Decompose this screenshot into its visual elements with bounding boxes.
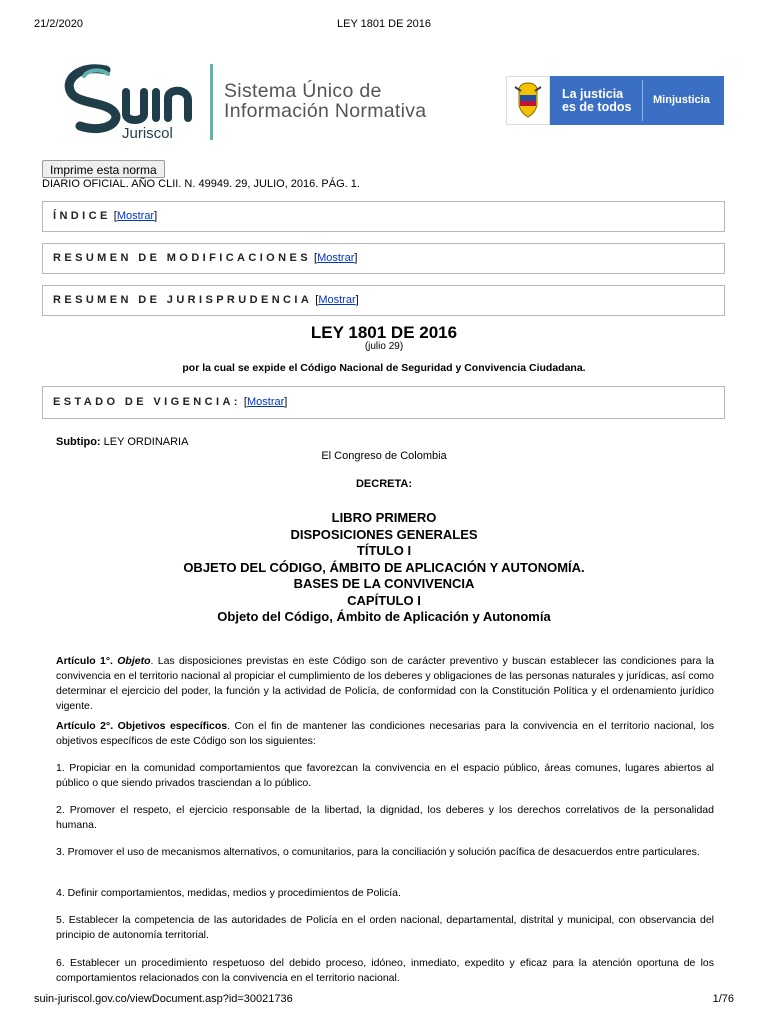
show-vigencia-link[interactable]: Mostrar [246,396,285,408]
logo-sub-text: Juriscol [122,125,173,140]
suin-logo[interactable] [60,62,200,140]
heading-titulo: TÍTULO I [356,543,412,558]
article-1-name: Objeto [117,655,151,667]
subtipo-label: Subtipo: [56,436,101,448]
section-headings [0,510,768,626]
gov-separator [642,80,643,121]
print-url: suin-juriscol.gov.co/viewDocument.asp?id=30021736 [34,993,293,1005]
decreta-line: DECRETA: [355,478,412,490]
gov-brand: Minjusticia [653,94,710,106]
gov-slogan: La justicia es de todos [562,87,632,114]
article-2-text: . Con el fin de mantener las condiciones necesarias para la convivencia en el territorio nacional, los objetivos específicos de este Código son los siguientes: [56,720,714,747]
list-item: 5. Establecer la competencia de las autoridades de Policía en el orden nacional, departamental, distrital y municipal, con observancia del principio de autonomía territorial. [56,914,714,941]
heading-libro: LIBRO PRIMERO [331,510,437,525]
show-jurisprudencia-link[interactable]: Mostrar [318,294,356,306]
panel-title: RESUMEN DE MODIFICACIONES [53,252,311,264]
panel-vigencia: ESTADO DE VIGENCIA: [Mostrar] [42,386,725,419]
subtipo [56,436,188,448]
list-item: 6. Establecer un procedimiento respetuoso del debido proceso, idóneo, inmediato, expedito y eficaz para la atención oportuna de los comportamientos relacionados con la convivencia en el territorio nacional. [56,957,714,984]
article-1 [56,654,714,714]
site-name: Sistema Único de Información Normativa [224,80,427,122]
panel-title: ESTADO DE VIGENCIA: [53,396,241,408]
heading-capitulo: CAPÍTULO I [347,592,421,608]
print-button[interactable]: Imprime esta norma [42,160,165,178]
coat-of-arms-icon [506,76,550,125]
article-1-text: . Las disposiciones previstas en este Código son de carácter preventivo y buscan establecer las condiciones para la convivencia en el territorio nacional al propiciar el cumplimiento de los deberes y obligaciones de las personas naturales y jurídicas, así como determinar el ejercicio del poder, la función y la actividad de Policía, de conformidad con la Constitución Política y el ordenamiento jurídico vigente. [56,655,715,712]
subtipo-value: LEY ORDINARIA [103,436,189,448]
suin-logo-icon [60,62,200,140]
heading-disposiciones: DISPOSICIONES GENERALES [290,526,478,542]
list-item: 3. Promover el uso de mecanismos alternativos, o comunitarios, para la conciliación y solución pacífica de desacuerdos entre particulares. [56,846,700,858]
panel-indice: ÍNDICE [Mostrar] [42,201,725,232]
panel-title: ÍNDICE [53,210,111,222]
law-title: LEY 1801 DE 2016 [310,323,458,342]
list-item: 4. Definir comportamientos, medidas, medios y procedimientos de Policía. [56,887,401,899]
print-page-number: 1/76 [712,993,734,1005]
panel-jurisprudencia: RESUMEN DE JURISPRUDENCIA [Mostrar] [42,285,725,316]
print-title: LEY 1801 DE 2016 [337,18,431,30]
heading-objeto: OBJETO DEL CÓDIGO, ÁMBITO DE APLICACIÓN Y AUTONOMÍA. [183,559,585,575]
law-description: por la cual se expide el Código Nacional de Seguridad y Convivencia Ciudadana. [182,362,586,374]
panel-modificaciones: RESUMEN DE MODIFICACIONES [Mostrar] [42,243,725,274]
congreso-line: El Congreso de Colombia [321,450,447,462]
list-item: 2. Promover el respeto, el ejercicio responsable de la libertad, la dignidad, los deberes y los derechos correlativos de la personalidad humana. [56,804,714,831]
law-date: (julio 29) [364,341,404,352]
diario-oficial-ref: DIARIO OFICIAL. AÑO CLII. N. 49949. 29, JULIO, 2016. PÁG. 1. [42,178,360,190]
article-2-label: Artículo 2°. Objetivos específicos [56,720,228,732]
article-2 [56,719,714,749]
heading-capitulo-name: Objeto del Código, Ámbito de Aplicación y Autonomía [217,609,551,624]
heading-bases: BASES DE LA CONVIVENCIA [293,576,475,591]
show-modificaciones-link[interactable]: Mostrar [317,252,355,264]
panel-title: RESUMEN DE JURISPRUDENCIA [53,294,313,306]
list-item: 1. Propiciar en la comunidad comportamientos que favorezcan la convivencia en el espacio público, áreas comunes, lugares abiertos al público o que siendo privados trasciendan a lo público. [56,762,714,789]
print-date: 21/2/2020 [34,18,83,30]
show-indice-link[interactable]: Mostrar [116,210,155,222]
header-divider [210,64,213,140]
article-1-label: Artículo 1°. [56,655,113,667]
